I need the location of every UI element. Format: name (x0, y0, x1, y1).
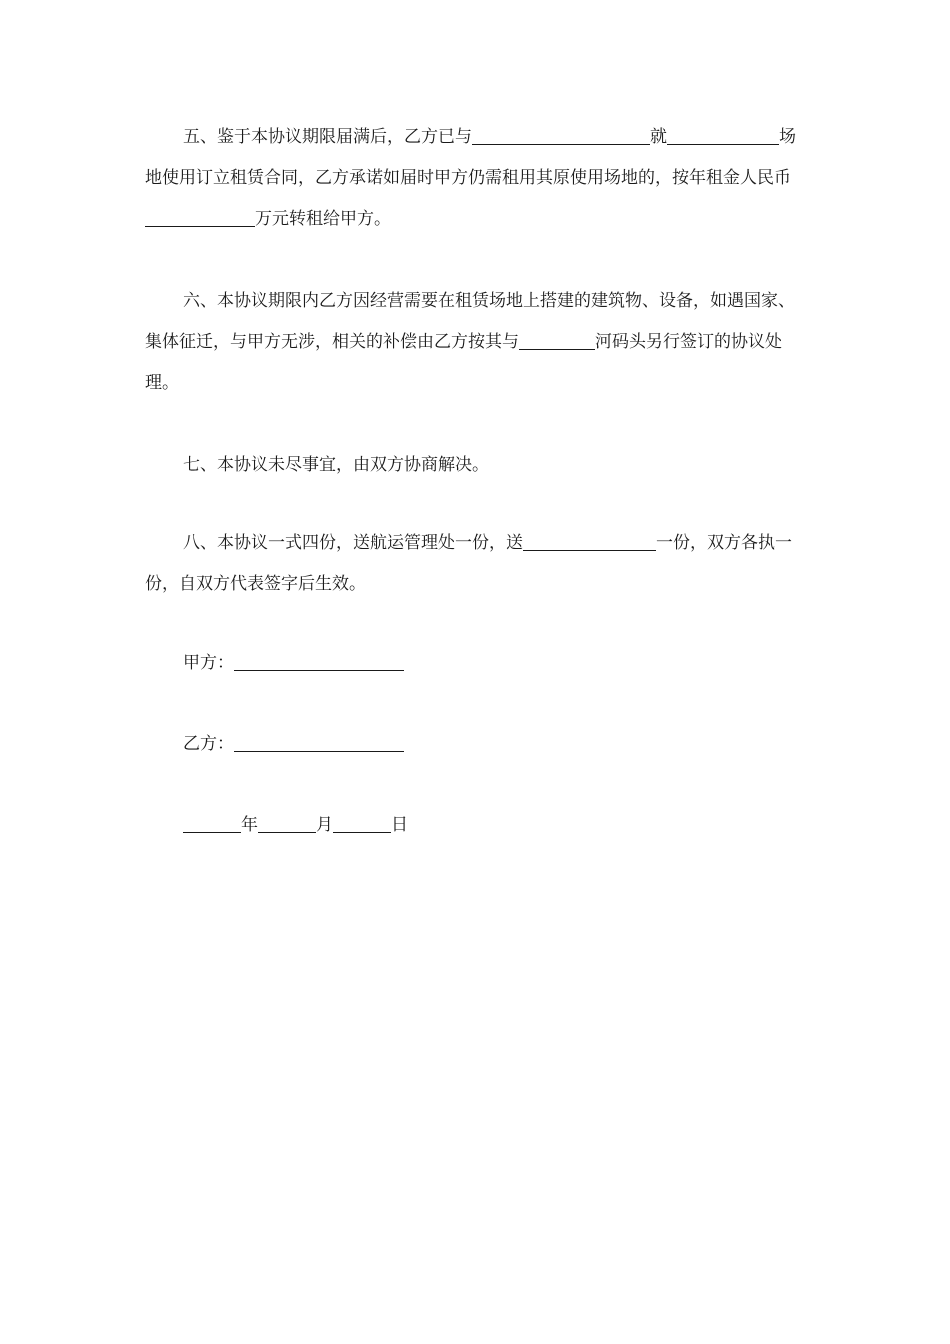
clause-five-blank-amount (145, 208, 255, 227)
clause-six-blank-wharf (519, 331, 595, 350)
clause-six (145, 281, 805, 404)
party-a-signature (183, 648, 404, 678)
party-b-signature (183, 729, 404, 759)
clause-five-blank-site (667, 126, 779, 145)
party-a-signature-blank (234, 652, 404, 671)
clause-eight-text-2: 一份，双方各执一份，自双方代表签字后生效。 (145, 533, 792, 594)
clause-five (145, 117, 805, 240)
clause-five-text-2: 就 (650, 127, 667, 147)
year-label: 年 (241, 815, 258, 835)
clause-five-text-3: 场地使用订立租赁合同，乙方承诺如届时甲方仍需租用其原使用场地的，按年租金人民币 (145, 127, 796, 188)
clause-six-text-1: 六、本协议期限内乙方因经营需要在租赁场地上搭建的建筑物、设备，如遇国家、集体征迁，与甲方无涉，相关的补偿由乙方按其与 (145, 291, 795, 352)
clause-eight-blank-recipient (523, 532, 656, 551)
day-blank (333, 814, 391, 833)
party-b-signature-blank (234, 733, 404, 752)
date-line (183, 810, 408, 840)
clause-five-text-4: 万元转租给甲方。 (255, 209, 391, 229)
day-label: 日 (391, 815, 408, 835)
party-a-label: 甲方： (183, 653, 234, 673)
month-blank (258, 814, 316, 833)
party-b-label: 乙方： (183, 734, 234, 754)
clause-five-text-1: 五、鉴于本协议期限届满后，乙方已与 (183, 127, 472, 147)
clause-five-blank-party (472, 126, 650, 145)
month-label: 月 (316, 815, 333, 835)
clause-seven-text: 七、本协议未尽事宜，由双方协商解决。 (183, 455, 489, 475)
clause-eight-text-1: 八、本协议一式四份，送航运管理处一份，送 (183, 533, 523, 553)
clause-six-text-2: 河码头另行签订的协议处理。 (145, 332, 782, 393)
clause-eight (145, 523, 805, 605)
year-blank (183, 814, 241, 833)
clause-seven (145, 445, 805, 486)
